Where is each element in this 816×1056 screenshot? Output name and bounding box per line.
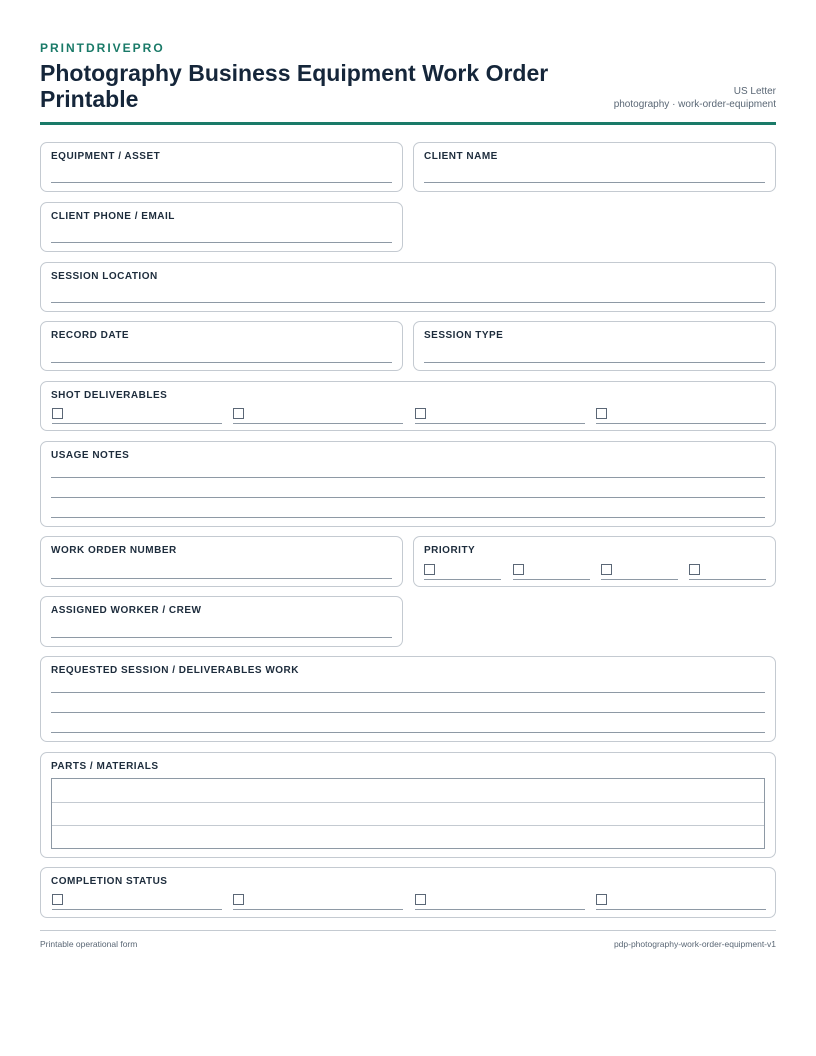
document-tags: photography · work-order-equipment <box>613 99 776 110</box>
write-line[interactable] <box>51 477 765 478</box>
checkbox[interactable] <box>689 564 700 575</box>
parts-materials-field <box>40 752 776 858</box>
work-order-number-label: WORK ORDER NUMBER <box>51 545 177 556</box>
status-option-2[interactable] <box>233 894 403 910</box>
client-name-label: CLIENT NAME <box>424 151 498 162</box>
status-option-3[interactable] <box>415 894 585 910</box>
client-name-field[interactable] <box>413 142 776 192</box>
parts-table[interactable] <box>51 778 765 849</box>
checkbox[interactable] <box>415 894 426 905</box>
checkbox[interactable] <box>415 408 426 419</box>
equipment-asset-label: EQUIPMENT / ASSET <box>51 151 161 162</box>
client-phone-email-field[interactable] <box>40 202 403 252</box>
session-location-label: SESSION LOCATION <box>51 271 158 282</box>
deliverable-option-3[interactable] <box>415 408 585 424</box>
write-line[interactable] <box>51 182 392 183</box>
requested-work-label: REQUESTED SESSION / DELIVERABLES WORK <box>51 665 299 676</box>
priority-option-2[interactable] <box>513 564 590 580</box>
usage-notes-label: USAGE NOTES <box>51 450 130 461</box>
priority-label: PRIORITY <box>424 545 476 556</box>
parts-materials-label: PARTS / MATERIALS <box>51 761 159 772</box>
status-option-4[interactable] <box>596 894 766 910</box>
client-phone-email-label: CLIENT PHONE / EMAIL <box>51 211 175 222</box>
priority-option-1[interactable] <box>424 564 501 580</box>
assigned-worker-field[interactable] <box>40 596 403 647</box>
checkbox[interactable] <box>233 408 244 419</box>
footer-right: pdp-photography-work-order-equipment-v1 <box>613 939 776 949</box>
write-line[interactable] <box>51 242 392 243</box>
table-row-divider <box>52 802 764 803</box>
write-line[interactable] <box>424 182 765 183</box>
checkbox[interactable] <box>513 564 524 575</box>
write-line[interactable] <box>51 712 765 713</box>
write-line[interactable] <box>51 637 392 638</box>
session-type-label: SESSION TYPE <box>424 330 504 341</box>
priority-field <box>413 536 776 587</box>
priority-option-3[interactable] <box>601 564 678 580</box>
checkbox[interactable] <box>52 408 63 419</box>
record-date-field[interactable] <box>40 321 403 371</box>
brand-name: PRINTDRIVEPRO <box>40 41 165 55</box>
session-location-field[interactable] <box>40 262 776 312</box>
checkbox[interactable] <box>52 894 63 905</box>
priority-option-4[interactable] <box>689 564 766 580</box>
deliverable-option-1[interactable] <box>52 408 222 424</box>
table-row-divider <box>52 825 764 826</box>
checkbox[interactable] <box>596 408 607 419</box>
checkbox[interactable] <box>424 564 435 575</box>
document-meta <box>614 85 776 111</box>
header-divider <box>40 122 776 125</box>
write-line[interactable] <box>51 692 765 693</box>
deliverable-option-4[interactable] <box>596 408 766 424</box>
footer-left: Printable operational form <box>40 939 138 949</box>
status-option-1[interactable] <box>52 894 222 910</box>
footer-divider <box>40 930 776 931</box>
shot-deliverables-label: SHOT DELIVERABLES <box>51 390 168 401</box>
write-line[interactable] <box>51 497 765 498</box>
write-line[interactable] <box>51 732 765 733</box>
equipment-asset-field[interactable] <box>40 142 403 192</box>
write-line[interactable] <box>424 362 765 363</box>
assigned-worker-label: ASSIGNED WORKER / CREW <box>51 605 202 616</box>
checkbox[interactable] <box>596 894 607 905</box>
write-line[interactable] <box>51 517 765 518</box>
record-date-label: RECORD DATE <box>51 330 130 341</box>
paper-size: US Letter <box>733 86 776 97</box>
deliverable-option-2[interactable] <box>233 408 403 424</box>
requested-work-field[interactable] <box>40 656 776 742</box>
usage-notes-field[interactable] <box>40 441 776 527</box>
write-line[interactable] <box>51 302 765 303</box>
session-type-field[interactable] <box>413 321 776 371</box>
work-order-number-field[interactable] <box>40 536 403 587</box>
completion-status-label: COMPLETION STATUS <box>51 876 168 887</box>
write-line[interactable] <box>51 578 392 579</box>
checkbox[interactable] <box>233 894 244 905</box>
completion-status-field <box>40 867 776 918</box>
shot-deliverables-field <box>40 381 776 431</box>
page-title: Photography Business Equipment Work Order Printable <box>40 60 549 112</box>
checkbox[interactable] <box>601 564 612 575</box>
write-line[interactable] <box>51 362 392 363</box>
